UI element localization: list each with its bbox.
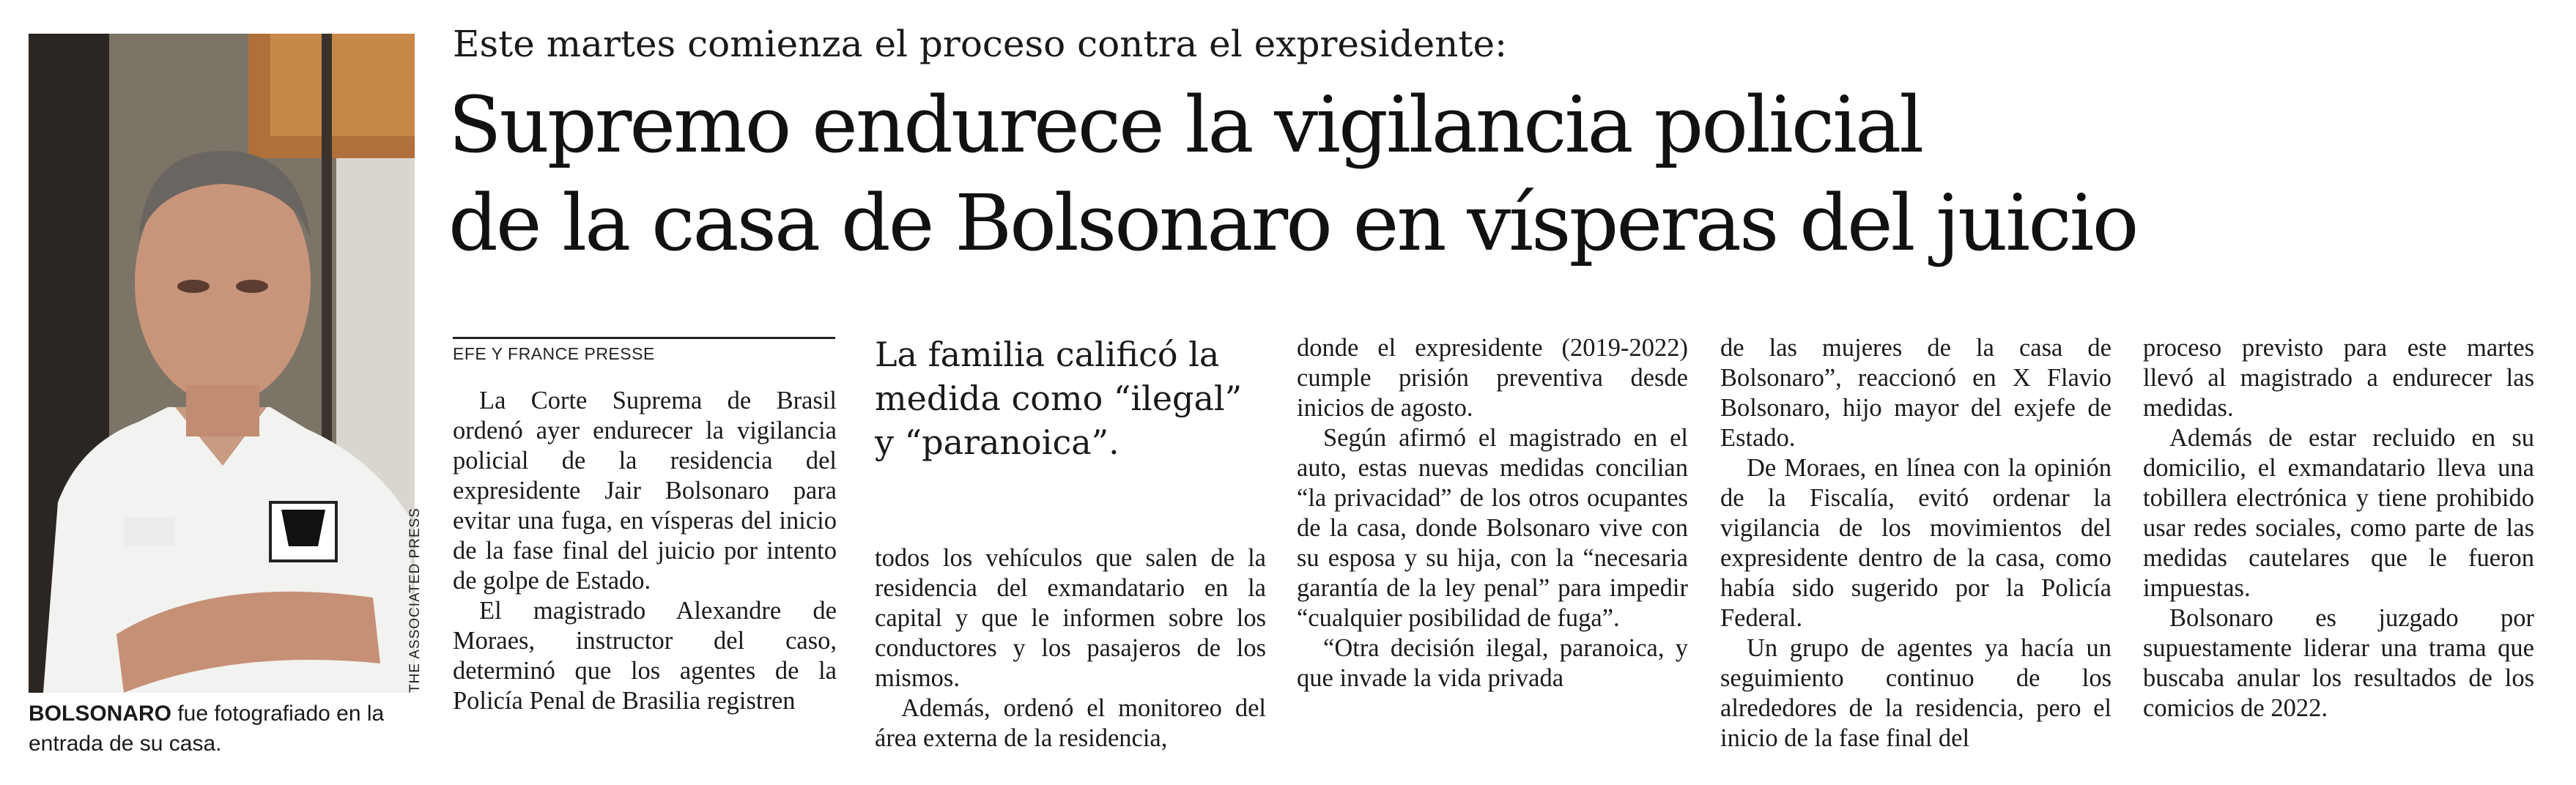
headline [448,76,2558,272]
caption-text: fue fotografiado en la entrada de su casa. [29,702,385,756]
col5-paragraph-3: Bolsonaro es juzgado por supuestamente liderar una trama que buscaba anular los resultados de los comicios de 2022. [2143,604,2534,722]
col1-paragraph-2: El magistrado Alexandre de Moraes, instructor del caso, determinó que los agentes de la Policía Penal de Brasilia registren [453,597,837,715]
column-5 [2143,333,2534,770]
col4-paragraph-1: de las mujeres de la casa de Bolsonaro”, reaccionó en X Flavio Bolsonaro, hijo mayor del exjefe de Estado. [1720,334,2111,452]
headline-line-1: Supremo endurece la vigilancia policial [448,80,1922,170]
column-1 [453,386,837,767]
bolsonaro-photo [29,34,415,693]
col5-paragraph-2: Además de estar recluido en su domicilio, el exmandatario lleva una tobillera electrónica y tiene prohibido usar redes sociales, como parte de las medidas cautelares que le fueron impuestas. [2143,424,2534,602]
photo-credit: THE ASSOCIATED PRESS [407,507,423,693]
col1-paragraph-1: La Corte Suprema de Brasil ordenó ayer endurecer la vigilancia policial de la residencia del expresidente Jair Bolsonaro para evitar una fuga, en vísperas del inicio de la fase final del juicio por intento de golpe de Estado. [453,387,837,595]
agency-rule [453,337,835,339]
col3-paragraph-2: Según afirmó el magistrado en el auto, estas nuevas medidas concilian “la privacidad” de los otros ocupantes de la casa, donde Bolsonaro vive con su esposa y su hija, con la “necesaria garantía de la ley penal” para impedir “cualquier posibilidad de fuga”. [1297,424,1688,632]
col4-paragraph-2: De Moraes, en línea con la opinión de la Fiscalía, evitó ordenar la vigilancia de los movimientos del expresidente dentro de la casa, como había sido sugerido por la Policía Federal. [1720,454,2111,632]
col2-paragraph-2: Además, ordenó el monitoreo del área externa de la residencia, [875,694,1266,752]
column-2 [875,543,1266,770]
photo-caption [29,699,424,759]
agency-byline: EFE Y FRANCE PRESSE [453,344,655,363]
headline-line-2: de la casa de Bolsonaro en vísperas del juicio [448,178,2137,268]
caption-bold: BOLSONARO [29,702,171,726]
col3-paragraph-1: donde el expresidente (2019-2022) cumple prisión preventiva desde inicios de agosto. [1297,334,1688,422]
pull-quote: La familia calificó la medida como “ilegal” y “paranoica”. [875,335,1243,462]
kicker: Este martes comienza el proceso contra el expresidente: [453,23,1507,65]
col4-paragraph-3: Un grupo de agentes ya hacía un seguimiento continuo de los alrededores de la residencia, pero el inicio de la fase final del [1720,634,2111,752]
column-4 [1720,333,2111,770]
col5-paragraph-1: proceso previsto para este martes llevó al magistrado a endurecer las medidas. [2143,334,2534,422]
col2-paragraph-1: todos los vehículos que salen de la residencia del exmandatario en la capital y que le informen sobre los conductores y los pasajeros de los mismos. [875,544,1266,692]
column-3 [1297,333,1688,770]
col3-paragraph-3: “Otra decisión ilegal, paranoica, y que invade la vida privada [1297,634,1688,692]
